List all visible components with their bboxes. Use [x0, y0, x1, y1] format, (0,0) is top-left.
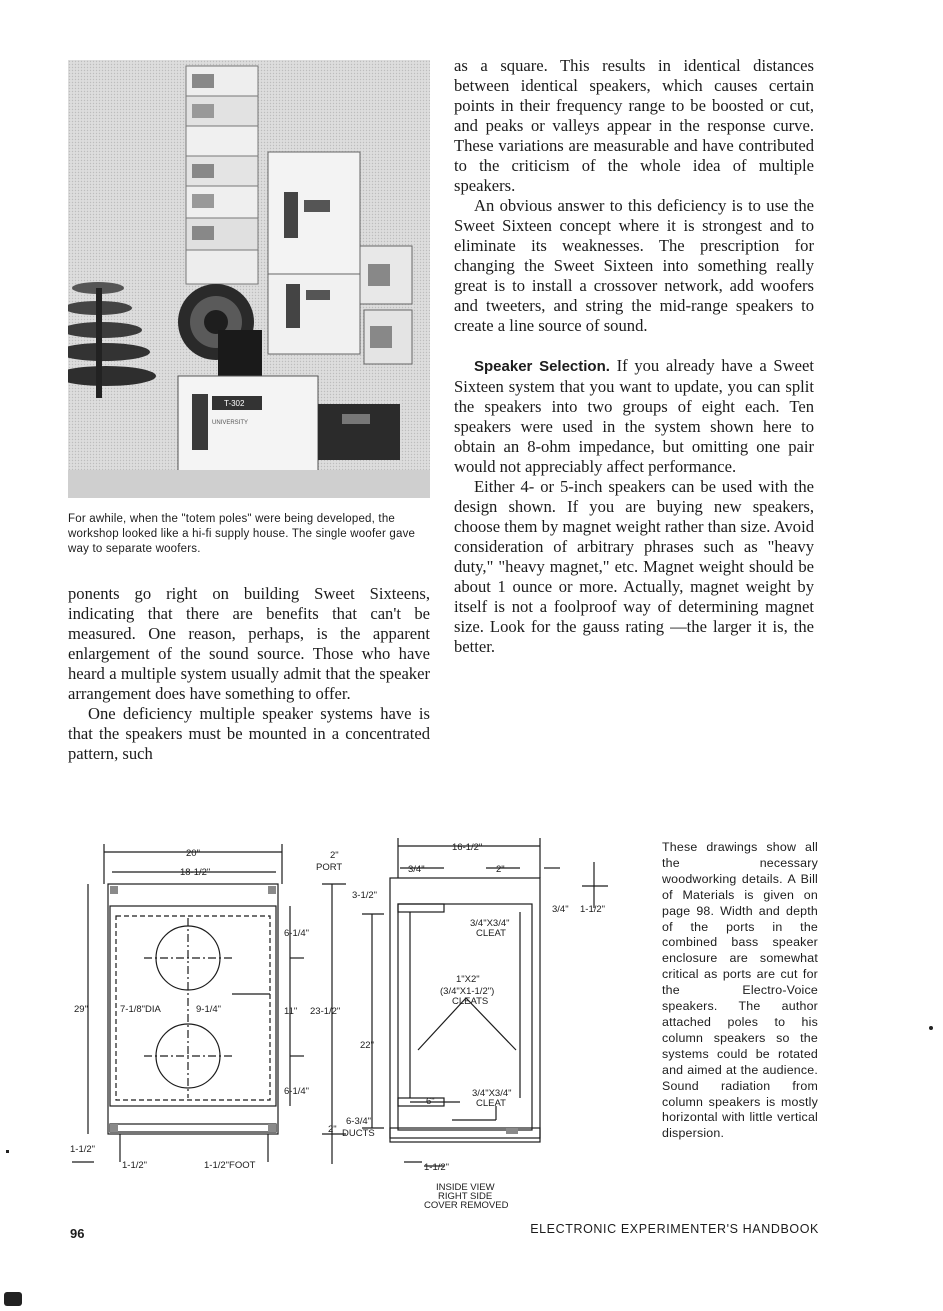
dim-2-right: 2" [496, 864, 505, 875]
scan-speck [6, 1150, 9, 1153]
photo-caption [68, 512, 434, 557]
cleat-top-word: CLEAT [476, 928, 506, 939]
right-text-column [454, 56, 814, 657]
cleat-bot-size: 3/4"X3/4" [472, 1088, 512, 1099]
port-label: PORT [316, 862, 343, 873]
drawing-caption [662, 840, 818, 1142]
right-paragraph-1: as a square. This results in identical distances between identical speakers, which causes certain points in their frequency range to be boosted or cut, and peaks or valleys appear in the response curve. These variations are measurable and have contributed to the criticism of the whole idea of multiple speakers. [454, 56, 814, 195]
cleats-size: 1"X2" [456, 974, 480, 985]
dim-6-inside: 6" [426, 1096, 435, 1107]
dim-1-5-b1: 1-1/2" [122, 1160, 148, 1171]
view-label-3: COVER REMOVED [424, 1200, 509, 1211]
view-label-2: RIGHT SIDE [438, 1191, 493, 1202]
dim-16-5: 16-1/2" [452, 842, 483, 853]
right-paragraph-2: An obvious answer to this deficiency is to use the Sweet Sixteen concept where it is strongest and to eliminate its weaknesses. The prescription for changing the Sweet Sixteen into something really great is to install a crossover network, add woofers and tweeters, and string the mid-range speakers to create a line source of sound. [454, 196, 814, 335]
left-text-column [68, 584, 430, 764]
dim-6-75: 6-3/4" [346, 1116, 372, 1127]
right-paragraph-3: If you already have a Sweet Sixteen system that you want to update, you can split the speakers into two groups of eight each. Ten speakers were used in the system shown here to obtain an 8-ohm impedance, but omitting one pair would not appreciably affect performance. [454, 356, 814, 476]
dia-label: 7-1/8"DIA [120, 1004, 161, 1015]
ducts-label: DUCTS [342, 1128, 375, 1139]
dim-3-5: 3-1/2" [352, 890, 378, 901]
cleats-alt-size: (3/4"X1-1/2") [440, 986, 495, 997]
drawing-caption-text: These drawings show all the necessary woodworking details. A Bill of Materials is given on page 98. Width and depth of the ports in the combined bass speaker enclosure are somewhat critical as ports are cut for the Electro-Voice speakers. The author attached poles to his column speakers so the systems could be rotated and aimed at the audience. Sound radiation from column speakers is mostly horizontal with little vertical dispersion. [662, 840, 818, 1141]
dim-3-4-right: 3/4" [552, 904, 569, 915]
box-label-t302: T-302 [224, 399, 245, 408]
publication-title: ELECTRONIC EXPERIMENTER'S HANDBOOK [530, 1222, 819, 1236]
speaker-selection-heading: Speaker Selection. [474, 358, 610, 375]
speaker-boxes-photo [68, 60, 430, 498]
dim-22: 22" [360, 1040, 374, 1051]
enclosure-drawing-svg [64, 832, 642, 1216]
speaker-selection-paragraph [454, 356, 814, 477]
photo-caption-text: For awhile, when the "totem poles" were being developed, the workshop looked like a hi-fi supply house. The single woofer gave way to separate woofers. [68, 513, 416, 555]
cleat-bot-word: CLEAT [476, 1098, 506, 1109]
foot-label: 1-1/2"FOOT [204, 1160, 256, 1171]
photo-illustration [68, 60, 430, 498]
box-label-university: UNIVERSITY [212, 420, 249, 426]
dim-29: 29" [74, 1004, 88, 1015]
enclosure-drawing [64, 832, 642, 1216]
dim-3-4: 3/4" [408, 864, 425, 875]
dim-2-top: 2" [330, 850, 339, 861]
cleats-word: CLEATS [452, 996, 489, 1007]
dim-11: 11" [284, 1006, 298, 1017]
dim-1-5-inside: 1-1/2" [424, 1162, 450, 1173]
dim-18-5: 18-1/2" [180, 867, 211, 878]
page-number: 96 [70, 1226, 85, 1241]
left-paragraph-2: One deficiency multiple speaker systems have is that the speakers must be mounted in a concentrated pattern, such [68, 704, 430, 763]
cleat-top-size: 3/4"X3/4" [470, 918, 510, 929]
dim-9-25: 9-1/4" [196, 1004, 222, 1015]
scan-mark [4, 1292, 22, 1306]
dim-6-25-top: 6-1/4" [284, 928, 310, 939]
scan-speck [929, 1026, 933, 1030]
dim-1-5-right: 1-1/2" [580, 904, 606, 915]
dim-2-bot: 2" [328, 1124, 337, 1135]
dim-6-25-bot: 6-1/4" [284, 1086, 310, 1097]
right-paragraph-4: Either 4- or 5-inch speakers can be used with the design shown. If you are buying new speakers, choose them by magnet weight rather than size. Avoid consideration of arbitrary phrases such as "heavy duty," "heavy magnet," etc. Magnet weight should be about 1 ounce or more. Actually, magnet weight by itself is not a foolproof way of determining magnet size. Look for the gauss rating —the larger it is, the better. [454, 477, 814, 656]
dim-23-5: 23-1/2" [310, 1006, 341, 1017]
dim-1-5-left: 1-1/2" [70, 1144, 96, 1155]
view-label-1: INSIDE VIEW [436, 1182, 495, 1193]
dim-20: 20" [186, 848, 200, 859]
left-paragraph-1: ponents go right on building Sweet Sixteens, indicating that there are benefits that can't be measured. One reason, perhaps, is the apparent enlargement of the sound source. Those who have heard a multiple system usually admit that the speaker arrangement does have something to offer. [68, 584, 430, 703]
